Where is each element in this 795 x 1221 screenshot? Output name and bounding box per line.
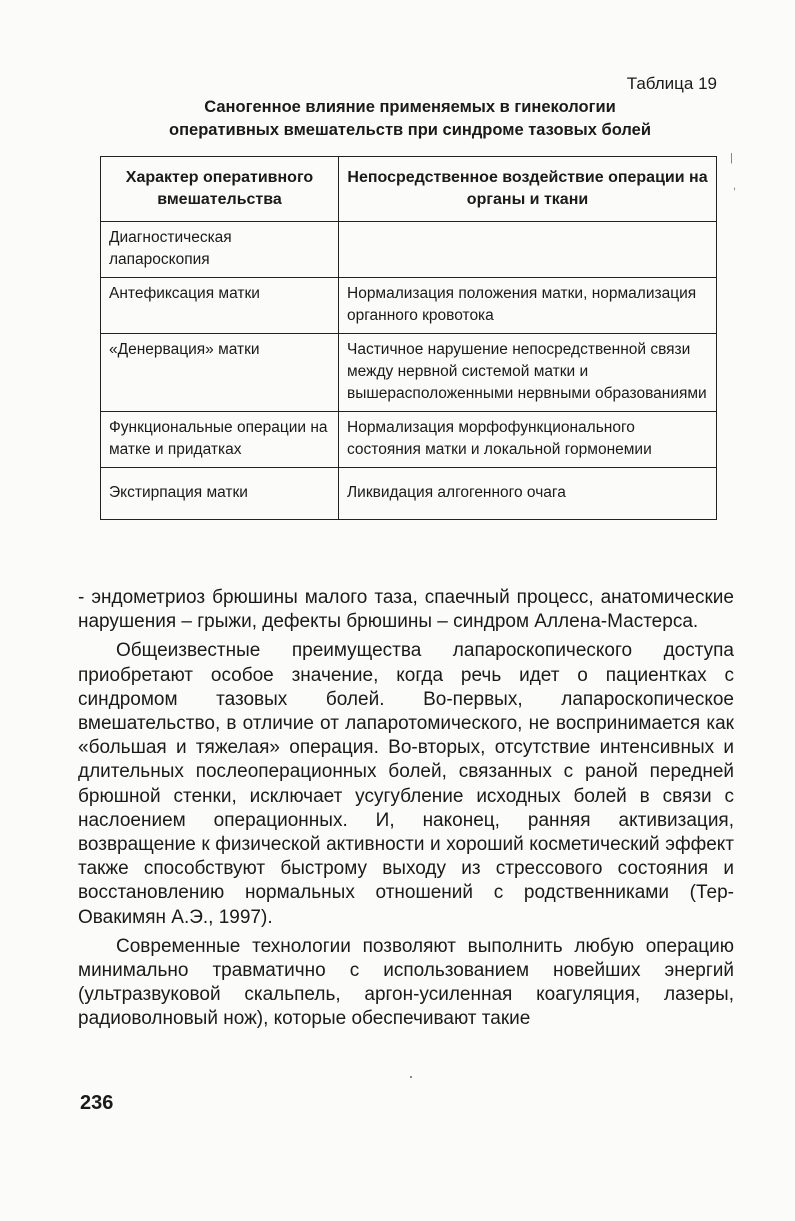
table-row [101,412,717,468]
scan-mark: , [733,180,737,192]
table-cell: Нормализация положения матки, нормализация органного кровотока [339,278,717,334]
page-number: 236 [80,1092,114,1114]
table-cell: Ликвидация алгогенного очага [339,468,717,520]
table-title-line: оперативных вмешательств при синдроме тазовых болей [169,121,651,139]
table-cell: Экстирпация матки [101,468,339,520]
table-cell: Диагностическая лапароскопия [101,222,339,278]
table-cell [339,222,717,278]
table-title [100,96,720,142]
scan-mark: | [730,152,733,164]
column-header: Непосредственное воздействие операции на органы и ткани [339,157,717,222]
table-cell: Частичное нарушение непосредственной связи между нервной системой матки и вышерасположенными нервными образованиями [339,334,717,412]
table-cell: Нормализация морфофункционального состояния матки и локальной гормонемии [339,412,717,468]
table-row [101,468,717,520]
operations-table [100,156,717,520]
body-text [78,586,734,1032]
table-cell: Функциональные операции на матке и придатках [101,412,339,468]
table-cell: Антефиксация матки [101,278,339,334]
table-row [101,222,717,278]
table-title-line: Саногенное влияние применяемых в гинекологии [204,98,616,116]
paragraph: - эндометриоз брюшины малого таза, спаечный процесс, анатомические нарушения – грыжи, дефекты брюшины – синдром Аллена-Мастерса. [78,587,734,633]
table-cell: «Денервация» матки [101,334,339,412]
paragraph: Общеизвестные преимущества лапароскопического доступа приобретают особое значение, когда речь идет о пациентках с синдромом тазовых болей. Во-первых, лапароскопическое вмешательство, в отличие от лапаротомического, не воспринимается как «большая и тяжелая» операция. Во-вторых, отсутствие интенсивных и длительных послеоперационных болей, связанных с раной передней брюшной стенки, исключает усугубление исходных болей в связи с наслоением операционных. И, наконец, ранняя активизация, возвращение к физической активности и хороший косметический эффект также способствуют быстрому выходу из стрессового состояния и восстановлению нормальных отношений с родственниками (Тер-Овакимян А.Э., 1997). [78,640,734,928]
table-header-row [101,157,717,222]
paragraph: Современные технологии позволяют выполнить любую операцию минимально травматично с использованием новейших энергий (ультразвуковой скальпель, аргон-усиленная коагуляция, лазеры, радиоволновый нож), которые обеспечивают такие [78,935,734,1030]
table-row [101,278,717,334]
scan-dot [410,1076,412,1078]
table-number: Таблица 19 [626,74,717,93]
table-row [101,334,717,412]
column-header: Характер оперативного вмешательства [101,157,339,222]
